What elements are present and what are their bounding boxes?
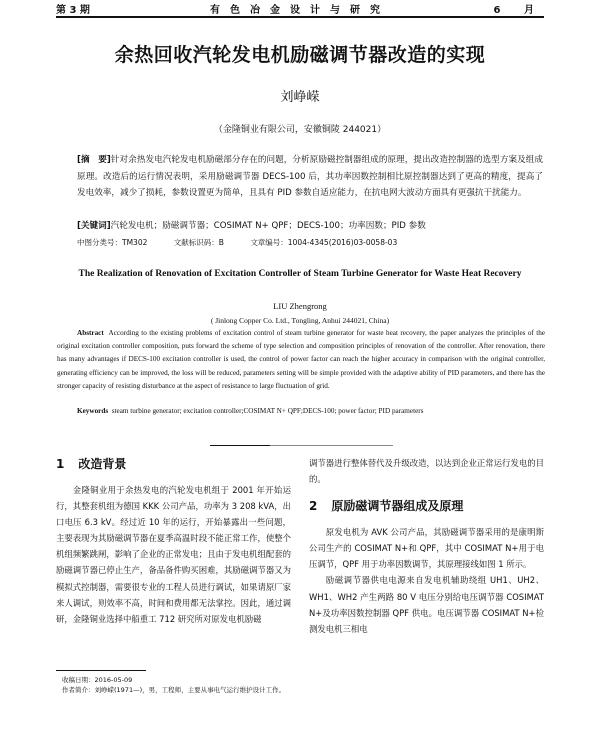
title-english: The Realization of Renovation of Excitation Controller of Steam Turbine Generator for Waste Heat Recovery bbox=[78, 269, 522, 279]
keywords-chinese bbox=[77, 219, 543, 231]
keywords-label-cn: [关键词] bbox=[77, 221, 111, 231]
section-2-paragraph-1: 原发电机为 AVK 公司产品，其励磁调节器采用的是康明斯公司生产的 COSIMAT N+和 QPF，其中 COSIMAT N+用于电压调节，QPF 用于功率因数调节，其原理接线如图 1 所示。 bbox=[309, 527, 544, 570]
abstract-text-en: According to the existing problems of excitation control of steam turbine generator for waste heat recovery, the paper analyzes the principles of the original excitation controller composition, puts forward the scheme of type selection and composition principles of renovation of the controller. After renovation, there has many advantages if DECS-100 excitation controller is used, the control of power factor can reach the higher accuracy in comparison with the original controller, generating efficiency can be improved, the loss will be reduced, parameters setting will be simple provided with the adaptive ability of PID parameters, and there has the stronger capacity of resisting disturbance at the aspect of resistance to large fluctuation of grid. bbox=[57, 329, 545, 390]
section-1-paragraph-continued: 调节器进行整体替代及升级改造，以达到企业正常运行发电的目的。 bbox=[309, 458, 544, 485]
keywords-label-en: Keywords bbox=[77, 407, 109, 415]
received-date: 收稿日期：2016-05-09 bbox=[62, 676, 133, 684]
clc-number: 中图分类号：TM302 bbox=[77, 238, 148, 247]
document-code: 文献标识码：B bbox=[173, 238, 224, 247]
separator-rule-dark bbox=[210, 445, 270, 446]
section-1-title: 改造背景 bbox=[78, 457, 127, 471]
column-left bbox=[56, 455, 291, 627]
running-header bbox=[56, 0, 544, 16]
article-number: 文章编号：1004-4345(2016)03-0058-03 bbox=[250, 238, 398, 247]
issue-number: 第 3 期 bbox=[56, 5, 90, 16]
journal-name: 有色冶金设计与研究 bbox=[210, 5, 390, 16]
section-2-number: 2 bbox=[309, 499, 318, 514]
section-1-paragraph: 金隆铜业用于余热发电的汽轮发电机组于 2001 年开始运行，其整套机组为德国 KKK 公司产品，功率为 3 208 kVA，出口电压 6.3 kV。经过近 10 年的运行，开始暴露出一些问题，主要表现为其励磁调节器在夏季高温时段不能正常工作，使整个机组频繁跳闸，影响了企业的正常发电；且由于发电机组配套的励磁调节器已停止生产，备品备件购买困难，其励磁调节器又为模拟式控制器，需要很专业的工程人员进行调试，如果请原厂家来人调试，则效率不高，时间和费用都无法掌控。因此，通过调研，金隆铜业选择中船重工 712 研究所对原发电机励磁 bbox=[56, 485, 291, 624]
keywords-text-cn: 汽轮发电机；励磁调节器；COSIMAT N+ QPF；DECS-100；功率因数；PID 参数 bbox=[110, 221, 426, 231]
keywords-english bbox=[77, 407, 545, 415]
section-2-heading bbox=[309, 497, 544, 514]
abstract-text-cn: 针对余热发电汽轮发电机励磁部分存在的问题，分析原励磁控制器组成的原理，提出改造控制器的选型方案及组成原理。改造后的运行情况表明，采用励磁调节器 DECS-100 后，其功率因数控制相比原控制器达到了更高的精度，提高了发电效率，减少了损耗，参数设置更为简单，且具有 PID 参数自适应能力，在抗电网大波动方面具有更强抗干扰能力。 bbox=[77, 155, 543, 198]
affiliation-chinese: （金隆铜业有限公司，安徽铜陵 244021） bbox=[213, 125, 387, 135]
abstract-chinese bbox=[77, 152, 543, 202]
section-2-paragraph-2: 励磁调节器供电电源来自发电机辅助绕组 UH1、UH2、WH1、WH2 产生两路 80 V 电压分别给电压调节器 COSIMAT N+及功率因数控制器 QPF 供电。电压调节器 COSIMAT N+检测发电机三相电 bbox=[309, 575, 544, 634]
abstract-label-en: Abstract bbox=[77, 329, 104, 337]
author-chinese: 刘峥嵘 bbox=[280, 90, 320, 105]
keywords-text-en: steam turbine generator; excitation controller;COSIMAT N+ QPF;DECS-100; power factor; PID parameters bbox=[111, 407, 424, 415]
section-1-heading bbox=[56, 455, 291, 472]
affiliation-english: ( Jinlong Copper Co. Ltd., Tongling, Anhui 244021, China) bbox=[210, 316, 390, 325]
author-english: LIU Zhengrong bbox=[273, 301, 327, 311]
issue-month: 6 月 bbox=[493, 5, 544, 16]
footnote-rule bbox=[56, 670, 146, 671]
abstract-english bbox=[57, 327, 545, 393]
footnotes bbox=[62, 675, 285, 695]
section-2-title: 原励磁调节器组成及原理 bbox=[331, 499, 464, 514]
title-chinese: 余热回收汽轮发电机励磁调节器改造的实现 bbox=[114, 44, 486, 66]
abstract-label-cn: [摘 要] bbox=[77, 155, 111, 165]
section-1-number: 1 bbox=[56, 457, 65, 471]
classification-meta bbox=[77, 237, 543, 248]
column-right bbox=[309, 455, 544, 637]
author-bio: 作者简介：刘峥嵘(1971—)，男，工程师，主要从事电气运行维护设计工作。 bbox=[62, 686, 286, 694]
header-rule bbox=[56, 16, 544, 18]
